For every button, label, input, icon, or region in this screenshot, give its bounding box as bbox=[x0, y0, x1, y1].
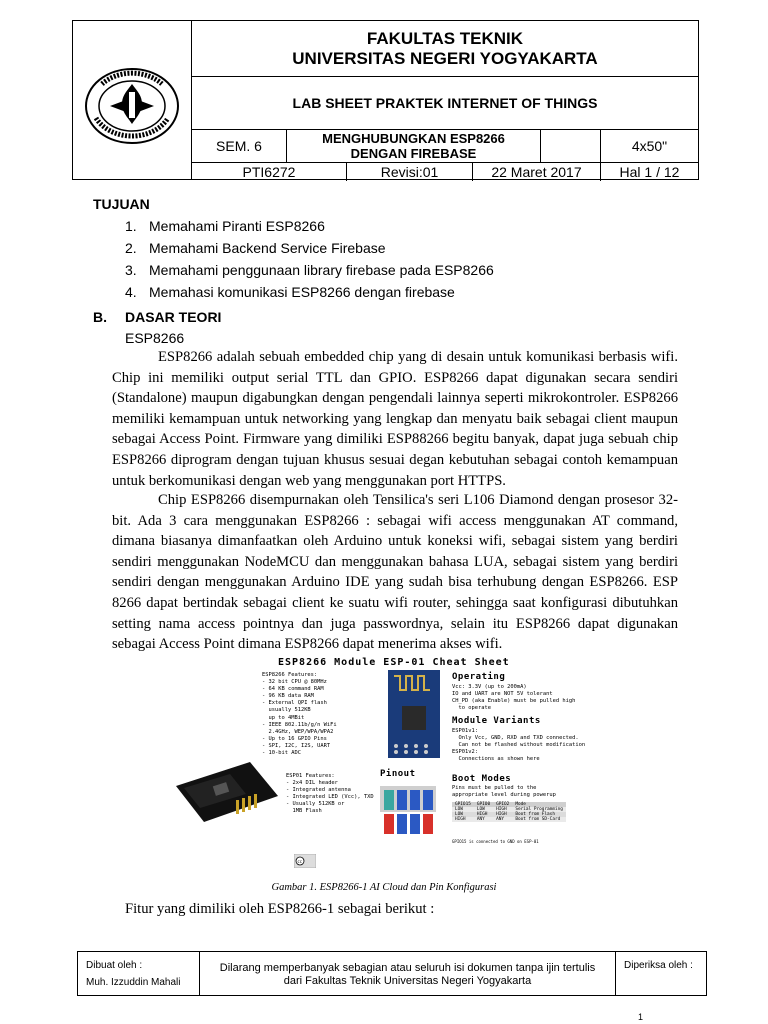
lab-sheet-title: LAB SHEET PRAKTEK INTERNET OF THINGS bbox=[292, 95, 598, 111]
tujuan-heading: TUJUAN bbox=[93, 196, 150, 212]
topic-line-2: DENGAN FIREBASE bbox=[350, 146, 477, 161]
operating-text: Vcc: 3.3V (up to 200mA) IO and UART are NOT 5V tolerant CH_PD (aka Enable) must be pulled high to operate bbox=[452, 684, 576, 712]
paragraph-2: Chip ESP8266 disempurnakan oleh Tensilica's seri L106 Diamond dengan prosesor 32-bit. Ada 3 cara menggunakan ESP8266 : sebagai wifi access menggunakan AT command, dimana biasanya dimanfaatkan oleh Arduino untuk koneksi wifi, sebagai sistem yang berdiri sendiri menggunakan NodeMCU dan menggunakan bahasa LUA, sebagai sistem yang berdiri sendiri dengan menggunakan Arduino IDE yang sudah bisa terhubung dengan ESP8266. ESP 8266 dapat bertindak sebagai client ke suatu wifi router, sehingga saat konfigurasi dibutuhkan setting nama access pointnya dan juga passwordnya, selain itu ESP8266 dapat digunakan sebagai Access Point dimana ESP8266 dapat menerima akses wifi. bbox=[112, 492, 678, 653]
boot-modes-table: GPIO15 GPIO0 GPIO2 Mode LOW LOW HIGH Serial Programming LOW HIGH HIGH Boot from Flash HIGH ANY ANY Boot from SD-Card bbox=[452, 802, 566, 822]
esp01-features: ESP01 Features: - 2x4 DIL header - Integrated antenna - Integrated LED (Vcc), TXD - Usually 512KB or 1MB Flash bbox=[286, 773, 374, 815]
made-by-label: Dibuat oleh : bbox=[86, 960, 143, 971]
header-topic-row bbox=[192, 130, 698, 163]
fitur-line: Fitur yang dimiliki oleh ESP8266-1 sebagai berikut : bbox=[125, 901, 435, 917]
boot-note: GPIO15 is connected to GND on ESP-01 bbox=[452, 839, 539, 844]
pinout-heading: Pinout bbox=[380, 769, 416, 779]
list-item: 1. Memahami Piranti ESP8266 bbox=[125, 218, 325, 234]
notice-line-1: Dilarang memperbanyak sebagian atau seluruh isi dokumen tanpa ijin tertulis bbox=[219, 962, 596, 974]
creative-commons-icon bbox=[294, 854, 316, 868]
logo-cell bbox=[73, 21, 192, 180]
figure-caption: Gambar 1. ESP8266-1 AI Cloud dan Pin Konfigurasi bbox=[271, 882, 497, 893]
semester-cell: SEM. 6 bbox=[192, 130, 287, 162]
footer-table bbox=[77, 951, 707, 996]
topic-line-1: MENGHUBUNGKAN ESP8266 bbox=[322, 131, 505, 146]
paragraph-1: ESP8266 adalah sebuah embedded chip yang di desain untuk komunikasi berbasis wifi. Chip ini memiliki output serial TTL dan GPIO. ESP8266 dapat digunakan secara sendiri (Standalone) maupun digabungkan dengan pengendali lainnya seperti mikrokontroler. ESP8266 memiliki kemampuan untuk networking yang lengkap dan menyatu baik sebagai client maupun sebagai Access Point. Firmware yang dimiliki ESP88266 begitu banyak, dapat juga sebuah chip ESP8266 diprogram dengan tujuan khusus sesuai degan kebutuhan sebagai contoh kemampuan untuk berkomunikasi dengan web yang menggunakan port HTTPS. bbox=[112, 349, 678, 489]
made-by-name: Muh. Izzuddin Mahali bbox=[86, 977, 181, 988]
code-cell: PTI6272 bbox=[192, 163, 347, 181]
esp01-module-icon bbox=[170, 756, 282, 828]
esp8266-features: ESP8266 Features: - 32 bit CPU @ 80MHz - 64 KB command RAM - 96 KB data RAM - External QPI flash usually 512KB up to 4MBit - IEEE 802.11b/g/n WiFi 2.4GHz, WEP/WPA/WPA2 - Up to 16 GPIO Pins - SPI, I2C, I2S, UART - 10-bit ADC bbox=[262, 672, 337, 757]
made-by-cell bbox=[78, 952, 200, 995]
checked-by-label: Diperiksa oleh : bbox=[624, 960, 693, 971]
list-item: 3. Memahami penggunaan library firebase pada ESP8266 bbox=[125, 262, 494, 278]
page-cell: Hal 1 / 12 bbox=[619, 164, 680, 180]
svg-text:cc: cc bbox=[297, 859, 302, 864]
duration-cell: 4x50" bbox=[631, 138, 668, 154]
variants-text: ESP01v1: Only Vcc, GND, RXD and TXD connected. Can not be flashed without modification ESP01v2: Connections as shown here bbox=[452, 728, 586, 763]
variants-heading: Module Variants bbox=[452, 716, 541, 726]
pinout-header-icon bbox=[380, 786, 436, 838]
boot-modes-heading: Boot Modes bbox=[452, 774, 512, 784]
dasar-teori-heading: B. DASAR TEORI bbox=[93, 309, 222, 325]
page-number: 1 bbox=[638, 1012, 644, 1022]
header-table bbox=[72, 20, 699, 180]
goals-list bbox=[125, 215, 494, 303]
list-item: 2. Memahami Backend Service Firebase bbox=[125, 240, 386, 256]
university-logo-icon bbox=[82, 66, 182, 146]
operating-heading: Operating bbox=[452, 672, 506, 682]
header-university bbox=[192, 21, 698, 77]
notice-cell bbox=[200, 952, 616, 995]
empty-cell bbox=[541, 130, 601, 162]
checked-by-cell bbox=[616, 952, 706, 995]
university-title: UNIVERSITAS NEGERI YOGYAKARTA bbox=[292, 48, 598, 68]
faculty-title: FAKULTAS TEKNIK bbox=[366, 28, 524, 48]
esp8266-subheading: ESP8266 bbox=[125, 330, 185, 346]
list-item: 4. Memahasi komunikasi ESP8266 dengan firebase bbox=[125, 284, 455, 300]
revision-cell: Revisi:01 bbox=[347, 163, 473, 181]
header-meta-row bbox=[192, 163, 698, 181]
date-cell: 22 Maret 2017 bbox=[473, 163, 601, 181]
boot-modes-text: Pins must be pulled to the appropriate level during powerup bbox=[452, 785, 556, 799]
notice-line-2: dari Fakultas Teknik Universitas Negeri Yogyakarta bbox=[283, 975, 532, 987]
esp01-chip-icon bbox=[384, 666, 444, 762]
header-lab-sheet bbox=[192, 77, 698, 130]
cheat-sheet-figure bbox=[166, 656, 613, 881]
figure-title: ESP8266 Module ESP-01 Cheat Sheet bbox=[278, 657, 510, 668]
topic-cell bbox=[287, 130, 541, 162]
